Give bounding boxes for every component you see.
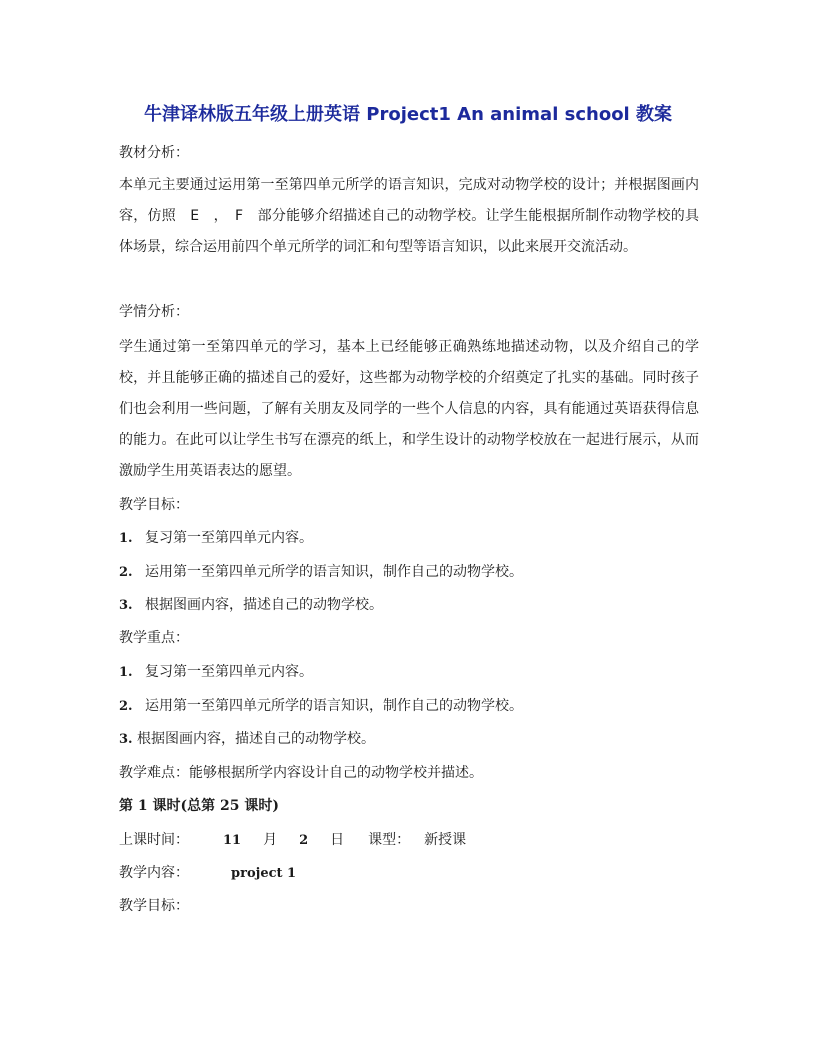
schedule-month: 11 — [223, 833, 242, 848]
goals2-heading: 教学目标： — [119, 898, 189, 914]
goal-number: 2. — [119, 565, 133, 580]
goal-text: 运用第一至第四单元所学的语言知识，制作自己的动物学校。 — [145, 564, 523, 580]
learner-heading: 学情分析： — [119, 304, 189, 320]
keypoint-text: 运用第一至第四单元所学的语言知识，制作自己的动物学校。 — [145, 698, 523, 714]
document-title: 牛津译林版五年级上册英语 Project1 An animal school 教案 — [144, 104, 672, 125]
schedule-month-unit: 月 — [263, 832, 278, 848]
keypoint-number: 3. — [119, 732, 133, 747]
goal-item — [119, 562, 523, 583]
keypoint-number: 1. — [119, 665, 133, 680]
keypoint-text: 复习第一至第四单元内容。 — [145, 664, 313, 680]
content-value: project 1 — [231, 866, 297, 881]
schedule-label: 上课时间： — [119, 832, 189, 848]
keypoints-heading: 教学重点： — [119, 630, 189, 646]
learner-paragraph: 学生通过第一至第四单元的学习，基本上已经能够正确熟练地描述动物，以及介绍自己的学校，并且能够正确的描述自己的爱好，这些都为动物学校的介绍奠定了扎实的基础。同时孩子们也会利用一些问题，了解有关朋友及同学的一些个人信息的内容，具有能通过英语获得信息的能力。在此可以让学生书写在漂亮的纸上，和学生设计的动物学校放在一起进行展示，从而激励学生用英语表达的愿望。 — [119, 339, 699, 479]
keypoint-text: 根据图画内容，描述自己的动物学校。 — [137, 731, 376, 747]
goals-heading: 教学目标： — [119, 497, 189, 513]
schedule-day-unit: 日 — [330, 832, 345, 848]
difficulty-line: 教学难点：能够根据所学内容设计自己的动物学校并描述。 — [119, 765, 483, 781]
goal-number: 1. — [119, 531, 133, 546]
lesson-label: 第 1 课时(总第 25 课时) — [119, 798, 279, 814]
schedule-type-value: 新授课 — [424, 832, 467, 848]
analysis-paragraph: 本单元主要通过运用第一至第四单元所学的语言知识，完成对动物学校的设计；并根据图画内容，仿照 E ， F 部分能够介绍描述自己的动物学校。让学生能根据所制作动物学校的具体场景，综合运用前四个单元所学的词汇和句型等语言知识，以此来展开交流活动。 — [119, 177, 699, 255]
keypoint-item — [119, 662, 313, 683]
goal-item — [119, 528, 313, 549]
content-line — [119, 863, 296, 884]
analysis-heading: 教材分析： — [119, 145, 189, 161]
goal-text: 根据图画内容，描述自己的动物学校。 — [145, 597, 383, 613]
goal-number: 3. — [119, 598, 133, 613]
keypoint-number: 2. — [119, 699, 133, 714]
keypoint-item — [119, 729, 375, 750]
schedule-day: 2 — [299, 833, 309, 848]
goal-text: 复习第一至第四单元内容。 — [145, 530, 313, 546]
keypoint-item — [119, 696, 523, 717]
goal-item — [119, 595, 383, 616]
schedule-type-label: 课型： — [368, 832, 411, 848]
content-label: 教学内容： — [119, 865, 189, 881]
schedule-line — [119, 830, 466, 851]
